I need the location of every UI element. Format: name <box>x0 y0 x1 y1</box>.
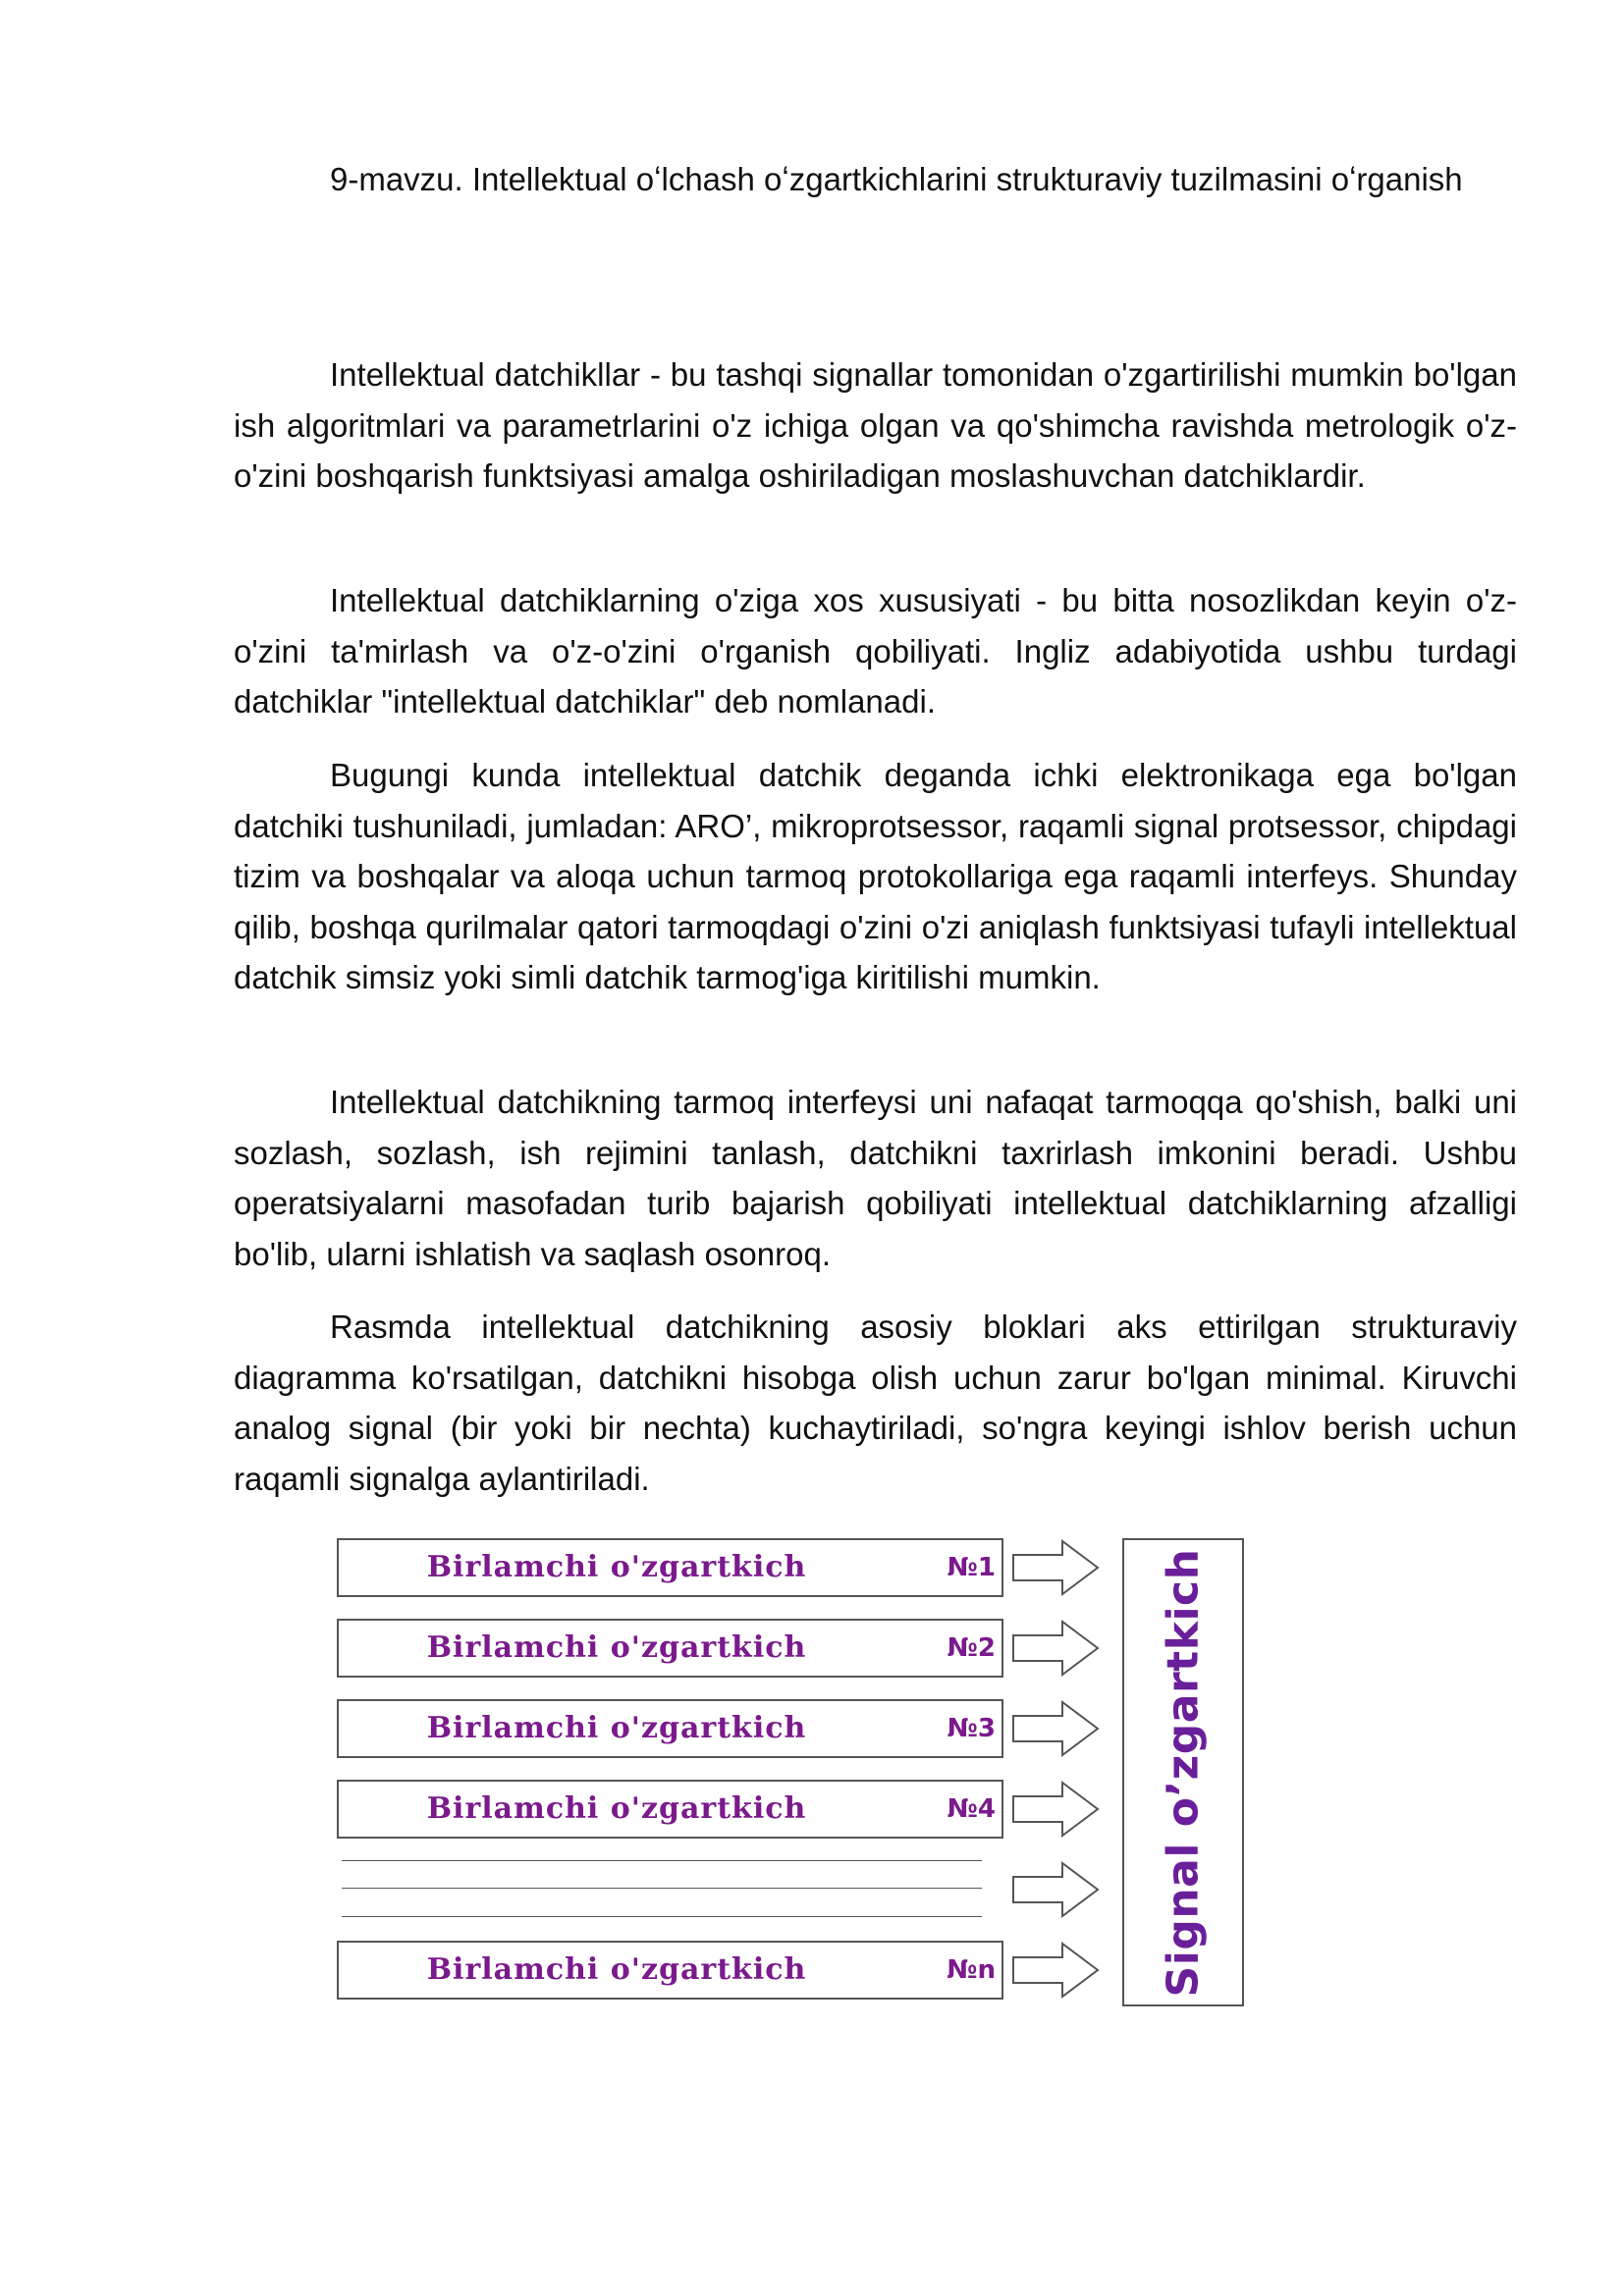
paragraph-3: Bugungi kunda intellektual datchik deganda ichki elektronikaga ega bo'lgan datchiki tushuniladi, jumladan: ARO’, mikroprotsessor, raqamli signal protsessor, chipdagi tizim va boshqalar va aloqa uchun tarmoq protokollariga ega raqamli interfeys. Shunday qilib, boshqa qurilmalar qatori tarmoqdagi o'zini o'zi aniqlash funktsiyasi tufayli intellektual datchik simsiz yoki simli datchik tarmog'iga kiritilishi mumkin. <box>234 757 1517 995</box>
right-arrow-outline-icon <box>1011 1860 1102 1919</box>
right-arrow-outline-icon <box>1011 1619 1102 1678</box>
block-number: №3 <box>947 1714 996 1743</box>
placeholder-line <box>342 1860 982 1861</box>
block-label: Birlamchi o'zgartkich <box>426 1630 807 1665</box>
block-label: Birlamchi o'zgartkich <box>426 1952 807 1987</box>
block-number: №n <box>947 1955 996 1985</box>
block-2 <box>337 1619 1003 1678</box>
placeholder-line <box>342 1888 982 1889</box>
block-label: Birlamchi o'zgartkich <box>426 1791 807 1826</box>
document-title: 9-mavzu. Intellektual oʻlchash oʻzgartkichlarini strukturaviy tuzilmasini oʻrganish <box>330 161 1463 197</box>
block-1 <box>337 1538 1003 1597</box>
block-label: Birlamchi o'zgartkich <box>426 1711 807 1745</box>
paragraph-5: Rasmda intellektual datchikning asosiy bloklari aks ettirilgan strukturaviy diagramma ko'rsatilgan, datchikni hisobga olish uchun zarur bo'lgan minimal. Kiruvchi analog signal (bir yoki bir nechta) kuchaytiriladi, so'ngra keyingi ishlov berish uchun raqamli signalga aylantiriladi. <box>234 1308 1517 1497</box>
block-number: №4 <box>947 1794 996 1824</box>
paragraph-1: Intellektual datchikllar - bu tashqi signallar tomonidan o'zgartirilishi mumkin bo'lgan ish algoritmlari va parametrlarini o'z ichiga olgan va qo'shimcha ravishda metrologik o'z-o'zini boshqarish funktsiyasi amalga oshiriladigan moslashuvchan datchiklardir. <box>234 356 1517 494</box>
signal-converter-label: Signal o’zgartkich <box>1158 1548 1209 1997</box>
right-arrow-outline-icon <box>1011 1538 1102 1597</box>
right-arrow-outline-icon <box>1011 1941 1102 2000</box>
block-4 <box>337 1780 1003 1839</box>
right-arrow-outline-icon <box>1011 1699 1102 1758</box>
placeholder-line <box>342 1916 982 1917</box>
paragraph-4: Intellektual datchikning tarmoq interfeysi uni nafaqat tarmoqqa qo'shish, balki uni sozlash, sozlash, ish rejimini tanlash, datchikni taxrirlash imkonini beradi. Ushbu operatsiyalarni masofadan turib bajarish qobiliyati intellektual datchiklarning afzalligi bo'lib, ularni ishlatish va saqlash osonroq. <box>234 1084 1517 1272</box>
block-label: Birlamchi o'zgartkich <box>426 1550 807 1584</box>
block-3 <box>337 1699 1003 1758</box>
block-number: №2 <box>947 1633 996 1663</box>
signal-converter-block <box>1122 1538 1244 2006</box>
block-number: №1 <box>947 1553 996 1582</box>
block-n <box>337 1941 1003 2000</box>
paragraph-2: Intellektual datchiklarning o'ziga xos xususiyati - bu bitta nosozlikdan keyin o'z-o'zini ta'mirlash va o'z-o'zini o'rganish qobiliyati. Ingliz adabiyotida ushbu turdagi datchiklar "intellektual datchiklar" deb nomlanadi. <box>234 582 1517 720</box>
right-arrow-outline-icon <box>1011 1780 1102 1839</box>
